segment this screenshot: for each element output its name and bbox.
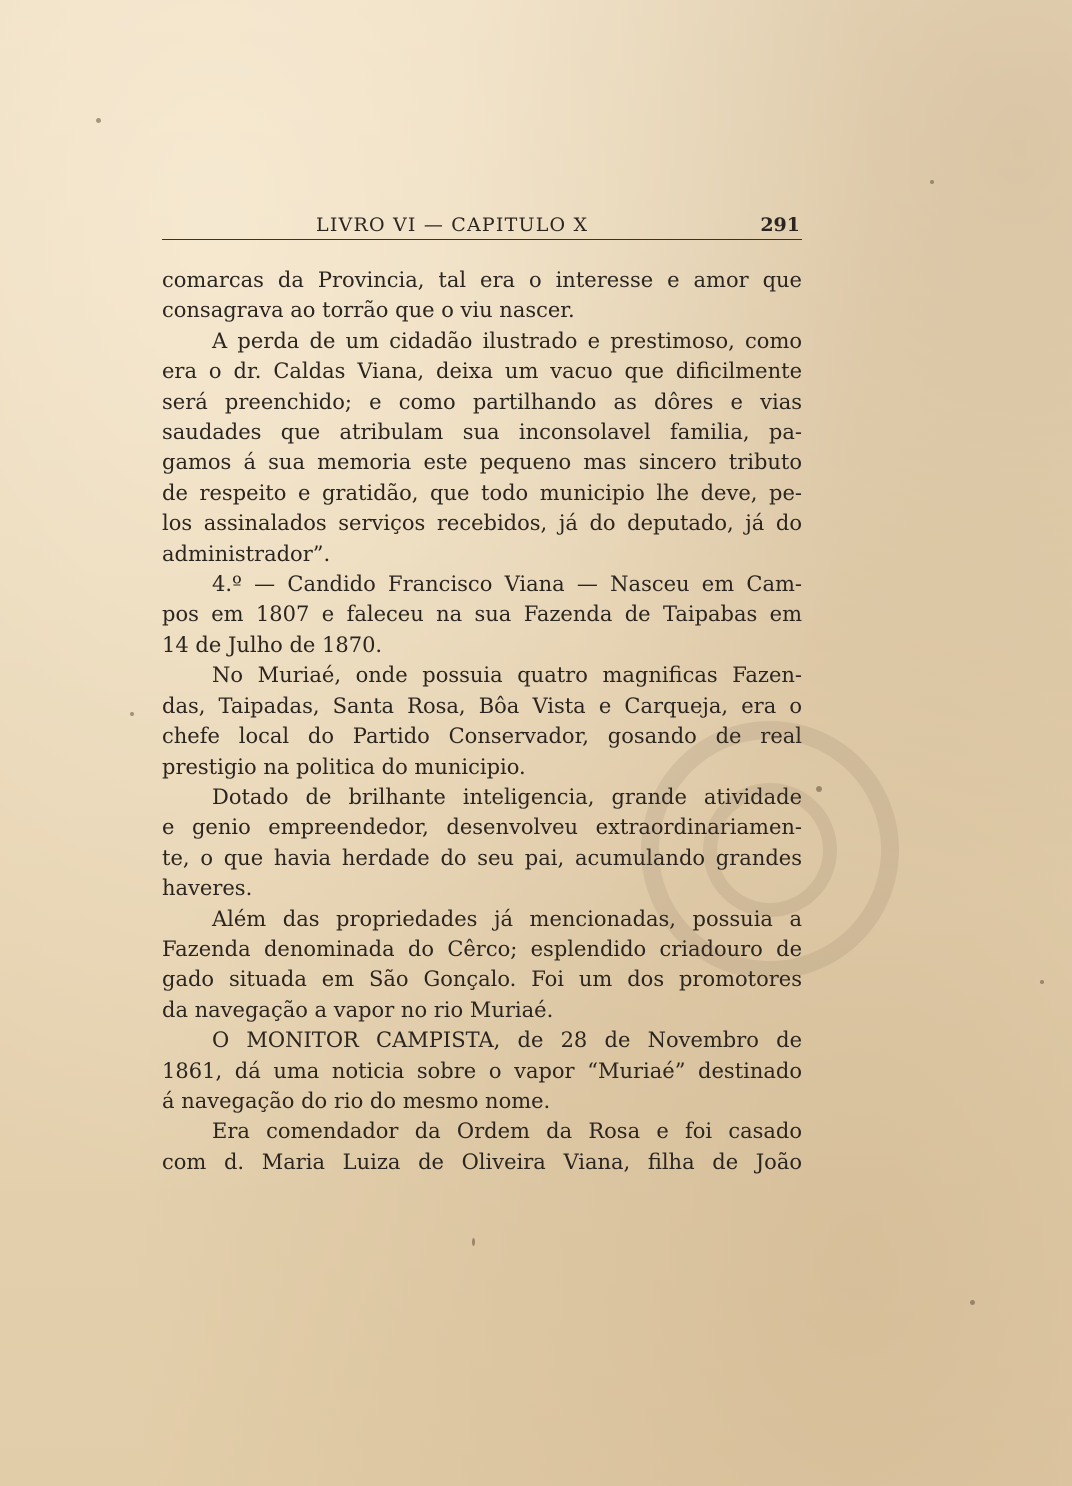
text-line: gado situada em São Gonçalo. Foi um dos promotores xyxy=(162,967,802,992)
paper-speck xyxy=(130,712,134,716)
text-line: prestigio na politica do municipio. xyxy=(162,754,526,779)
chapter-heading: LIVRO VI — CAPITULO X xyxy=(316,214,589,236)
text-line: Dotado de brilhante inteligencia, grande atividade xyxy=(212,784,802,809)
text-line: 1861, dá uma noticia sobre o vapor “Muriaé” destinado xyxy=(162,1058,802,1083)
text-line: saudades que atribulam sua inconsolavel familia, pa- xyxy=(162,420,802,445)
text-line: gamos á sua memoria este pequeno mas sincero tributo xyxy=(162,450,802,475)
text-line: da navegação a vapor no rio Muriaé. xyxy=(162,997,554,1022)
text-line: te, o que havia herdade do seu pai, acumulando grandes xyxy=(162,845,802,870)
text-line: com d. Maria Luiza de Oliveira Viana, filha de João xyxy=(162,1149,802,1174)
text-line: chefe local do Partido Conservador, gosando de real xyxy=(162,724,802,749)
text-line: administrador”. xyxy=(162,541,331,566)
text-line: de respeito e gratidão, que todo municipio lhe deve, pe- xyxy=(162,480,802,505)
text-line: Além das propriedades já mencionadas, possuia a xyxy=(212,906,802,931)
paper-speck xyxy=(472,1238,475,1246)
text-line: A perda de um cidadão ilustrado e prestimoso, como xyxy=(212,328,802,353)
page-number: 291 xyxy=(760,214,800,236)
text-line: 4.º — Candido Francisco Viana — Nasceu em Cam- xyxy=(212,572,802,597)
text-line: los assinalados serviços recebidos, já do deputado, já do xyxy=(162,511,802,536)
paper-speck xyxy=(1040,980,1044,984)
text-line: e genio empreendedor, desenvolveu extraordinariamen- xyxy=(162,815,802,840)
text-line: á navegação do rio do mesmo nome. xyxy=(162,1088,551,1113)
text-line: será preenchido; e como partilhando as dôres e vias xyxy=(162,389,802,414)
body-text xyxy=(162,265,802,1177)
paper-speck xyxy=(816,786,822,792)
running-header xyxy=(162,214,802,242)
header-rule xyxy=(162,239,802,240)
paper-speck xyxy=(970,1300,975,1305)
text-line: 14 de Julho de 1870. xyxy=(162,632,383,657)
text-line: comarcas da Provincia, tal era o interesse e amor que xyxy=(162,268,802,292)
text-line: era o dr. Caldas Viana, deixa um vacuo que dificilmente xyxy=(162,359,802,384)
text-line: Fazenda denominada do Cêrco; esplendido criadouro de xyxy=(162,936,802,961)
text-line: haveres. xyxy=(162,876,253,901)
text-line: Era comendador da Ordem da Rosa e foi casado xyxy=(212,1119,802,1144)
text-line: No Muriaé, onde possuia quatro magnificas Fazen- xyxy=(212,663,802,688)
paper-speck xyxy=(96,118,101,123)
paper-speck xyxy=(930,180,934,184)
text-line: das, Taipadas, Santa Rosa, Bôa Vista e Carqueja, era o xyxy=(162,693,802,718)
text-line: consagrava ao torrão que o viu nascer. xyxy=(162,298,575,323)
text-line: O MONITOR CAMPISTA, de 28 de Novembro de xyxy=(212,1028,802,1053)
text-line: pos em 1807 e faleceu na sua Fazenda de Taipabas em xyxy=(162,602,802,627)
